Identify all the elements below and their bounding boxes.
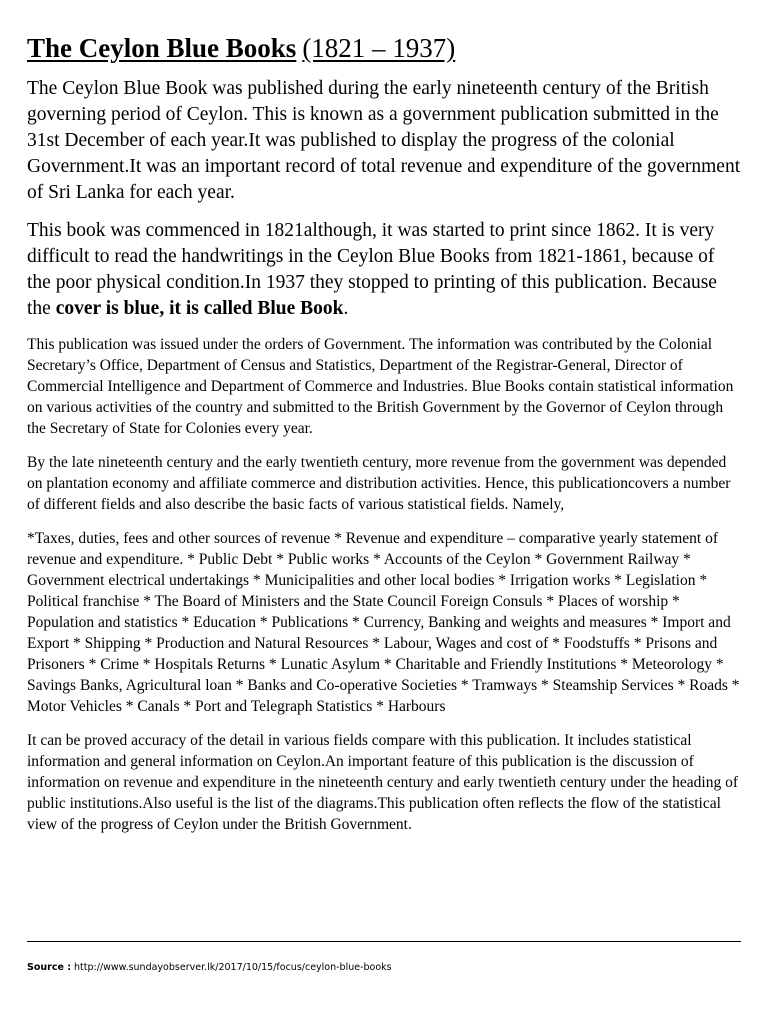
source-url[interactable]: http://www.sundayobserver.lk/2017/10/15/focus/ceylon-blue-books <box>74 962 392 973</box>
page-title <box>27 30 743 66</box>
paragraph-fields-list: *Taxes, duties, fees and other sources of revenue * Revenue and expenditure – comparative yearly statement of revenue and expenditure. * Public Debt * Public works * Accounts of the Ceylon * Government Railway * Government electrical undertakings * Municipalities and other local bodies * Irrigation works * Legislation * Political franchise * The Board of Ministers and the State Council Foreign Consuls * Places of worship * Population and statistics * Education * Publications * Currency, Banking and weights and measures * Import and Export * Shipping * Production and Natural Resources * Labour, Wages and cost of * Foodstuffs * Prisons and Prisoners * Crime * Hospitals Returns * Lunatic Asylum * Charitable and Friendly Institutions * Meteorology * Savings Banks, Agricultural loan * Banks and Co-operative Societies * Tramways * Steamship Services * Roads * Motor Vehicles * Canals * Port and Telegraph Statistics * Harbours <box>27 530 740 715</box>
paragraph-history-end: . <box>343 298 349 319</box>
title-main: The Ceylon Blue Books <box>27 33 297 63</box>
paragraph-history <box>27 218 743 322</box>
paragraph-revenue: By the late nineteenth century and the early twentieth century, more revenue from the government was depended on plantation economy and affiliate commerce and distribution activities. Hence, this publicationcovers a number of different fields and also describe the basic facts of various statistical fields. Namely, <box>27 454 731 513</box>
document-page <box>27 30 743 848</box>
paragraph-history-bold: cover is blue, it is called Blue Book <box>55 298 344 319</box>
source-label: Source : <box>27 962 71 973</box>
paragraph-orders: This publication was issued under the orders of Government. The information was contributed by the Colonial Secretary’s Office, Department of Census and Statistics, Department of the Registrar-General, Director of Commercial Intelligence and Department of Commerce and Industries. Blue Books contain statistical information on various activities of the country and submitted to the British Government by the Governor of Ceylon through the Secretary of State for Colonies every year. <box>27 336 734 437</box>
paragraph-accuracy: It can be proved accuracy of the detail in various fields compare with this publication. It includes statistical information and general information on Ceylon.An important feature of this publication is the discussion of information on revenue and expenditure in the nineteenth century and early twentieth century under the heading of public institutions.Also useful is the list of the diagrams.This publication often reflects the flow of the statistical view of the progress of Ceylon under the British Government. <box>27 732 739 833</box>
paragraph-intro: The Ceylon Blue Book was published during the early nineteenth century of the British governing period of Ceylon. This is known as a government publication submitted in the 31st December of each year.It was published to display the progress of the colonial Government.It was an important record of total revenue and expenditure of the government of Sri Lanka for each year. <box>27 78 741 203</box>
title-years: (1821 – 1937) <box>302 33 456 63</box>
footer-divider <box>27 941 741 942</box>
paragraph-history-text: This book was commenced in 1821although, it was started to print since 1862. It is very difficult to read the handwritings in the Ceylon Blue Books from 1821-1861, because of the poor physical condition.In 1937 they stopped to printing of this publication. Because the <box>27 220 717 319</box>
source-citation <box>27 962 392 973</box>
